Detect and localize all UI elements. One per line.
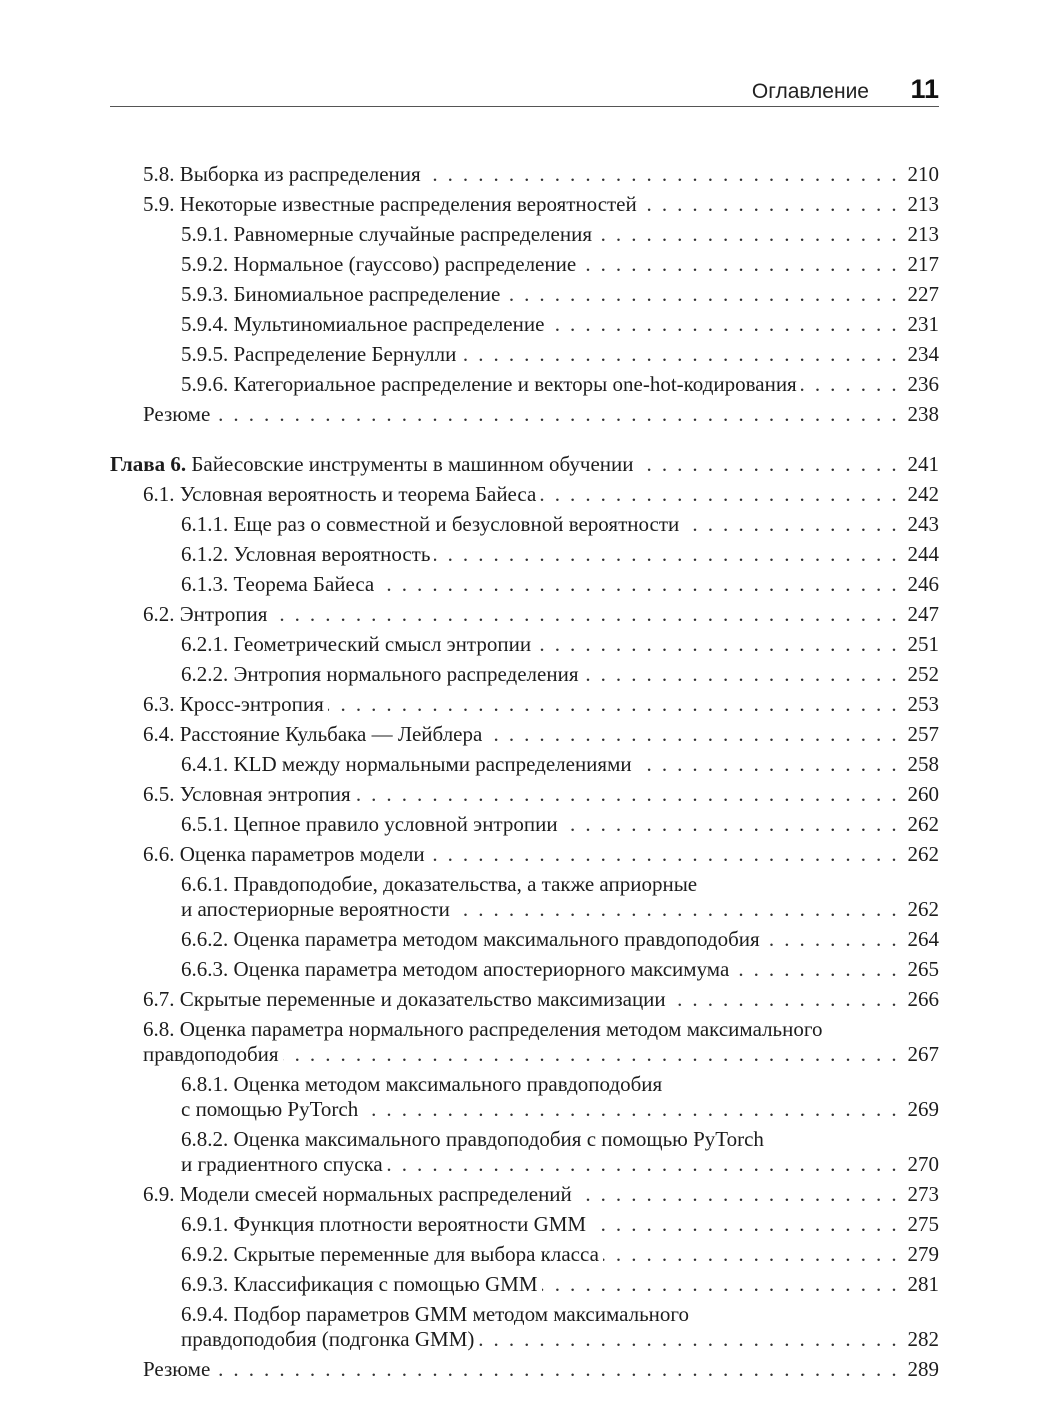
toc-entry-title: 6.5. Условная энтропия [143,782,351,806]
toc-entry-title: и градиентного спуска [181,1152,383,1176]
toc-page-number: 282 [907,1327,939,1351]
toc-page-number: 265 [907,957,939,981]
dot-leader [683,512,899,537]
toc-entry-title: Байесовские инструменты в машинном обучении [186,452,634,476]
toc-page-number: 266 [907,987,939,1011]
toc-entry-title: 6.6.3. Оценка параметра методом апостериорного максимума [181,957,730,981]
toc-entry-title: 6.2. Энтропия [143,602,268,626]
dot-leader [562,812,899,837]
toc-entry-title: 6.1. Условная вероятность и теорема Байеса [143,482,537,506]
dot-leader [283,1042,899,1067]
toc-page-number: 281 [907,1272,939,1296]
dot-leader [540,482,899,507]
toc-entry-title: 5.9.2. Нормальное (гауссово) распределение [181,252,577,276]
toc-page-number: 260 [907,782,939,806]
toc-page-number: 231 [907,312,939,336]
toc-page-number: 262 [907,812,939,836]
toc-page-number: 252 [907,662,939,686]
toc-page-number: 241 [907,452,939,476]
toc-entry-title: 6.9. Модели смесей нормальных распределений [143,1182,572,1206]
toc-entry-title: 6.4. Расстояние Кульбака — Лейблера [143,722,483,746]
toc-entry-title: 6.9.1. Функция плотности вероятности GMM [181,1212,587,1236]
toc-entry-title: 5.9.4. Мультиномиальное распределение [181,312,545,336]
toc-page-number: 262 [907,897,939,921]
toc-entry-title: 6.1.1. Еще раз о совместной и безусловной вероятности [181,512,680,536]
toc-entry-first-line: 6.6.1. Правдоподобие, доказательства, а также априорные [181,872,698,896]
toc-entry-title: 6.7. Скрытые переменные и доказательство максимизации [143,987,666,1011]
toc-page-number: 227 [907,282,939,306]
toc-page-number: 236 [907,372,939,396]
toc-entry-title: 6.3. Кросс-энтропия [143,692,324,716]
dot-leader [425,162,899,187]
dot-leader [454,897,899,922]
dot-leader [636,752,899,777]
toc-entry-title: 6.9.3. Классификация с помощью GMM [181,1272,538,1296]
dot-leader [576,1182,899,1207]
dot-leader [535,632,899,657]
dot-leader [478,1327,899,1352]
dot-leader [486,722,899,747]
toc-entry-title: 6.5.1. Цепное правило условной энтропии [181,812,558,836]
dot-leader [271,602,899,627]
toc-entry-title: и апостериорные вероятности [181,897,450,921]
toc-entry-first-line: 6.8.1. Оценка методом максимального правдоподобия [181,1072,663,1096]
dot-leader [429,842,899,867]
running-head [110,76,939,107]
toc-entry-title: с помощью PyTorch [181,1097,359,1121]
chapter-label: Глава 6. [110,452,187,476]
dot-leader [637,452,899,477]
toc-entry-first-line: 6.8. Оценка параметра нормального распределения методом максимального [143,1017,823,1041]
toc-entry-first-line: 6.9.4. Подбор параметров GMM методом максимального [181,1302,689,1326]
toc-page-number: 210 [907,162,939,186]
toc-page-number: 247 [907,602,939,626]
toc-entry-title: 5.8. Выборка из распределения [143,162,421,186]
toc-page-number: 244 [907,542,939,566]
toc-entry-title: 6.2.1. Геометрический смысл энтропии [181,632,532,656]
dot-leader [641,192,899,217]
toc-entry-title: Резюме [143,1357,211,1381]
toc-page-number: 242 [907,482,939,506]
toc-entry-title: правдоподобия (подгонка GMM) [181,1327,475,1351]
dot-leader [583,662,900,687]
dot-leader [590,1212,899,1237]
dot-leader [580,252,899,277]
dot-leader [460,342,899,367]
toc-page-number: 217 [907,252,939,276]
dot-leader [548,312,899,337]
dot-leader [603,1242,899,1267]
dot-leader [670,987,899,1012]
toc-entry-title: 5.9. Некоторые известные распределения вероятностей [143,192,637,216]
dot-leader [214,402,899,427]
toc-page-number: 275 [907,1212,939,1236]
toc-page-number: 270 [907,1152,939,1176]
dot-leader [504,282,899,307]
toc-page-number: 246 [907,572,939,596]
dot-leader [596,222,899,247]
toc-page-number: 267 [907,1042,939,1066]
toc-entry-title: 6.2.2. Энтропия нормального распределения [181,662,579,686]
dot-leader [434,542,899,567]
toc-page-number: 213 [907,222,939,246]
toc-entry-title: 5.9.5. Распределение Бернулли [181,342,457,366]
toc-entry-title: правдоподобия [143,1042,279,1066]
toc-entry-title: 5.9.3. Биномиальное распределение [181,282,501,306]
toc-entry-title: 5.9.6. Категориальное распределение и векторы one-hot-кодирования [181,372,797,396]
dot-leader [362,1097,899,1122]
dot-leader [378,572,899,597]
toc-page-number: 269 [907,1097,939,1121]
toc-page-number: 262 [907,842,939,866]
toc-entry-title: 6.1.2. Условная вероятность [181,542,431,566]
toc-entry-title: 6.6. Оценка параметров модели [143,842,425,866]
toc-page-number: 234 [907,342,939,366]
toc-page-number: 243 [907,512,939,536]
toc-page-number: 273 [907,1182,939,1206]
toc-page-number: 289 [907,1357,939,1381]
toc-page-number: 251 [907,632,939,656]
toc-page-number: 279 [907,1242,939,1266]
dot-leader [355,782,899,807]
toc-entry-title: 6.6.2. Оценка параметра методом максимального правдоподобия [181,927,760,951]
dot-leader [764,927,899,952]
toc-entry-title: 6.4.1. KLD между нормальными распределениями [181,752,632,776]
dot-leader [801,372,899,397]
page-number: 11 [910,74,939,104]
dot-leader [214,1357,899,1382]
toc-page-number: 257 [907,722,939,746]
dot-leader [387,1152,899,1177]
dot-leader [542,1272,899,1297]
toc-entry-title: 6.9.2. Скрытые переменные для выбора класса [181,1242,599,1266]
toc-entry-title: Резюме [143,402,211,426]
toc-page-number: 253 [907,692,939,716]
toc-page-number: 258 [907,752,939,776]
dot-leader [328,692,899,717]
toc-page-number: 213 [907,192,939,216]
toc-entry-first-line: 6.8.2. Оценка максимального правдоподобия с помощью PyTorch [181,1127,764,1151]
dot-leader [733,957,899,982]
toc-page-number: 264 [907,927,939,951]
toc-entry-title: 5.9.1. Равномерные случайные распределения [181,222,592,246]
toc-entry-title: 6.1.3. Теорема Байеса [181,572,375,596]
running-head-title: Оглавление [751,80,869,103]
toc-page-number: 238 [907,402,939,426]
